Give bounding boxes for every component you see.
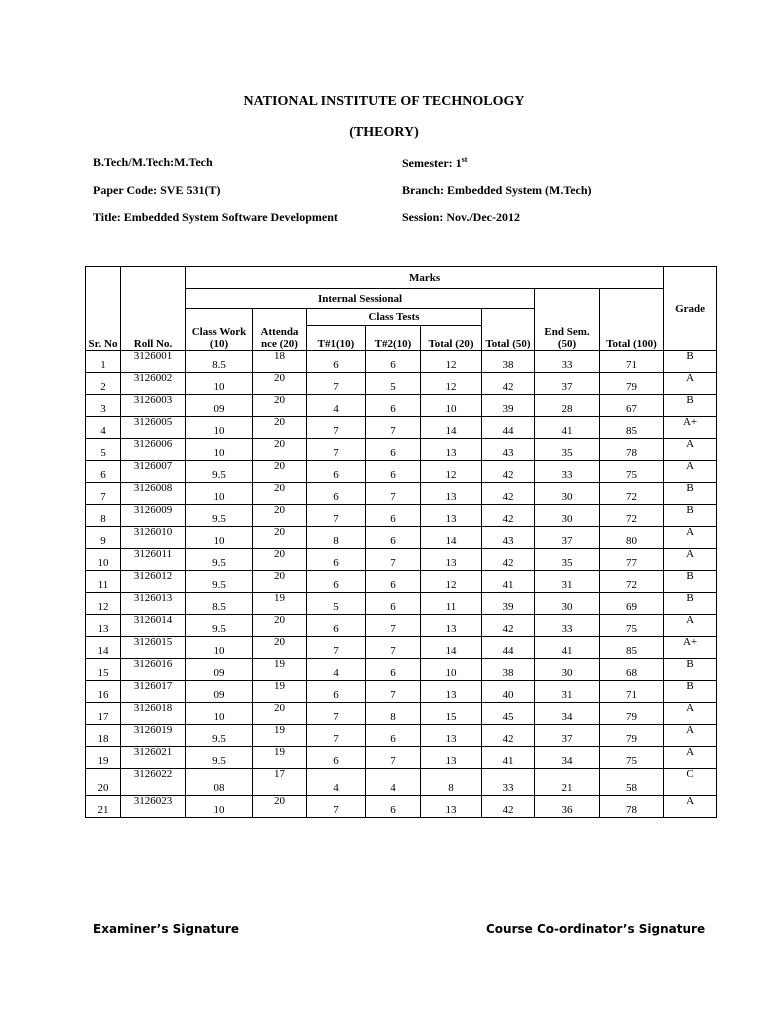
class-work-cell: 8.5 [186, 351, 253, 373]
roll-no-cell: 3126016 [121, 659, 186, 681]
coordinator-signature-label: Course Co-ordinator’s Signature [486, 922, 706, 936]
examiner-signature-label: Examiner’s Signature [93, 922, 239, 936]
table-row [86, 395, 717, 417]
t1-cell: 6 [307, 351, 366, 373]
sr-no-cell: 9 [86, 527, 121, 549]
sr-no-cell: 12 [86, 593, 121, 615]
table-row [86, 703, 717, 725]
end-sem-cell: 35 [535, 439, 600, 461]
total50-cell: 39 [482, 593, 535, 615]
t1-cell: 7 [307, 439, 366, 461]
grade-cell: B [664, 395, 717, 417]
t2-cell: 6 [366, 351, 421, 373]
sr-no-cell: 8 [86, 505, 121, 527]
end-sem-cell: 30 [535, 659, 600, 681]
total100-cell: 79 [600, 373, 664, 395]
t1-cell: 8 [307, 527, 366, 549]
grade-cell: A [664, 703, 717, 725]
table-row [86, 796, 717, 818]
sr-no-cell: 10 [86, 549, 121, 571]
sr-no-cell: 7 [86, 483, 121, 505]
total100-cell: 72 [600, 571, 664, 593]
t2-cell: 6 [366, 461, 421, 483]
table-row [86, 725, 717, 747]
paper-code-label: Paper Code: SVE 531(T) [93, 183, 221, 197]
t1-cell: 7 [307, 505, 366, 527]
ct-total-cell: 13 [421, 549, 482, 571]
sr-no-cell: 6 [86, 461, 121, 483]
total50-cell: 42 [482, 461, 535, 483]
class-work-cell: 9.5 [186, 461, 253, 483]
total50-cell: 42 [482, 615, 535, 637]
grade-cell: A [664, 747, 717, 769]
total100-cell: 72 [600, 505, 664, 527]
total50-cell: 38 [482, 351, 535, 373]
t2-cell: 7 [366, 637, 421, 659]
semester-label [402, 155, 467, 171]
t1-cell: 6 [307, 747, 366, 769]
t1-cell: 6 [307, 549, 366, 571]
grade-cell: B [664, 593, 717, 615]
t2-header: T#2(10) [366, 326, 421, 351]
attendance-cell: 20 [253, 549, 307, 571]
grade-cell: A+ [664, 637, 717, 659]
total100-cell: 79 [600, 725, 664, 747]
sr-no-header: Sr. No [86, 267, 121, 351]
grade-cell: C [664, 769, 717, 796]
table-row [86, 769, 717, 796]
roll-no-cell: 3126007 [121, 461, 186, 483]
sr-no-cell: 16 [86, 681, 121, 703]
end-sem-cell: 41 [535, 417, 600, 439]
roll-no-cell: 3126001 [121, 351, 186, 373]
class-work-cell: 10 [186, 439, 253, 461]
marks-table [85, 266, 717, 818]
t2-cell: 7 [366, 615, 421, 637]
attendance-cell: 19 [253, 681, 307, 703]
roll-no-cell: 3126002 [121, 373, 186, 395]
t1-cell: 7 [307, 703, 366, 725]
class-work-cell: 10 [186, 417, 253, 439]
class-work-cell: 9.5 [186, 571, 253, 593]
table-row [86, 351, 717, 373]
table-row [86, 637, 717, 659]
ct-total-cell: 13 [421, 615, 482, 637]
table-row [86, 439, 717, 461]
sr-no-cell: 21 [86, 796, 121, 818]
class-work-cell: 08 [186, 769, 253, 796]
roll-no-cell: 3126015 [121, 637, 186, 659]
ct-total-cell: 12 [421, 373, 482, 395]
table-row [86, 483, 717, 505]
table-row [86, 549, 717, 571]
attendance-cell: 18 [253, 351, 307, 373]
t1-cell: 4 [307, 769, 366, 796]
session-label: Session: Nov./Dec-2012 [402, 210, 520, 224]
attendance-cell: 20 [253, 527, 307, 549]
end-sem-header: End Sem. (50) [535, 289, 600, 351]
t2-cell: 7 [366, 483, 421, 505]
class-work-cell: 10 [186, 703, 253, 725]
ct-total-cell: 13 [421, 796, 482, 818]
t2-cell: 5 [366, 373, 421, 395]
ct-total-cell: 10 [421, 659, 482, 681]
roll-no-cell: 3126017 [121, 681, 186, 703]
sr-no-cell: 17 [86, 703, 121, 725]
total100-cell: 75 [600, 747, 664, 769]
end-sem-cell: 41 [535, 637, 600, 659]
attendance-cell: 20 [253, 461, 307, 483]
roll-no-cell: 3126022 [121, 769, 186, 796]
attendance-cell: 17 [253, 769, 307, 796]
t1-cell: 7 [307, 373, 366, 395]
ct-total-cell: 12 [421, 461, 482, 483]
grade-cell: B [664, 351, 717, 373]
sr-no-cell: 2 [86, 373, 121, 395]
roll-no-cell: 3126014 [121, 615, 186, 637]
table-row [86, 373, 717, 395]
sr-no-cell: 14 [86, 637, 121, 659]
total100-cell: 75 [600, 461, 664, 483]
total100-cell: 78 [600, 796, 664, 818]
total50-cell: 38 [482, 659, 535, 681]
total50-cell: 42 [482, 725, 535, 747]
end-sem-cell: 21 [535, 769, 600, 796]
attendance-cell: 20 [253, 703, 307, 725]
roll-no-cell: 3126003 [121, 395, 186, 417]
ct-total-cell: 13 [421, 747, 482, 769]
end-sem-cell: 34 [535, 703, 600, 725]
ct-total-cell: 13 [421, 483, 482, 505]
internal-sessional-header: Internal Sessional [186, 289, 535, 309]
class-work-cell: 10 [186, 483, 253, 505]
end-sem-cell: 28 [535, 395, 600, 417]
class-work-cell: 8.5 [186, 593, 253, 615]
t2-cell: 7 [366, 747, 421, 769]
t2-cell: 6 [366, 527, 421, 549]
end-sem-cell: 30 [535, 483, 600, 505]
t1-cell: 6 [307, 461, 366, 483]
total50-cell: 43 [482, 527, 535, 549]
sr-no-cell: 20 [86, 769, 121, 796]
table-row [86, 681, 717, 703]
total100-cell: 80 [600, 527, 664, 549]
total50-cell: 44 [482, 637, 535, 659]
table-row [86, 615, 717, 637]
semester-suffix: st [461, 155, 468, 164]
grade-cell: A [664, 373, 717, 395]
total100-cell: 68 [600, 659, 664, 681]
class-work-cell: 9.5 [186, 615, 253, 637]
table-row [86, 747, 717, 769]
t1-header: T#1(10) [307, 326, 366, 351]
roll-no-cell: 3126013 [121, 593, 186, 615]
roll-no-cell: 3126011 [121, 549, 186, 571]
class-work-header: Class Work (10) [186, 309, 253, 351]
t1-cell: 6 [307, 483, 366, 505]
ct-total-cell: 12 [421, 571, 482, 593]
class-work-cell: 9.5 [186, 725, 253, 747]
end-sem-cell: 31 [535, 571, 600, 593]
t1-cell: 6 [307, 615, 366, 637]
program-label: B.Tech/M.Tech:M.Tech [93, 155, 213, 169]
end-sem-cell: 34 [535, 747, 600, 769]
t2-cell: 6 [366, 505, 421, 527]
class-work-cell: 9.5 [186, 549, 253, 571]
sr-no-cell: 5 [86, 439, 121, 461]
t1-cell: 6 [307, 681, 366, 703]
roll-no-cell: 3126018 [121, 703, 186, 725]
semester-text: Semester: 1 [402, 156, 462, 170]
total50-cell: 41 [482, 571, 535, 593]
total50-cell: 42 [482, 505, 535, 527]
grade-cell: A [664, 796, 717, 818]
ct-total-cell: 10 [421, 395, 482, 417]
end-sem-cell: 33 [535, 461, 600, 483]
grade-cell: B [664, 483, 717, 505]
class-work-cell: 9.5 [186, 747, 253, 769]
attendance-cell: 20 [253, 796, 307, 818]
grade-cell: A [664, 725, 717, 747]
ct-total-cell: 13 [421, 725, 482, 747]
grade-cell: A [664, 439, 717, 461]
grade-header: Grade [664, 267, 717, 351]
sr-no-cell: 13 [86, 615, 121, 637]
grade-cell: B [664, 571, 717, 593]
total50-cell: 42 [482, 483, 535, 505]
end-sem-cell: 33 [535, 351, 600, 373]
total50-cell: 39 [482, 395, 535, 417]
ct-total-cell: 14 [421, 637, 482, 659]
grade-cell: A [664, 527, 717, 549]
table-row [86, 527, 717, 549]
attendance-cell: 20 [253, 571, 307, 593]
roll-no-cell: 3126010 [121, 527, 186, 549]
total50-cell: 41 [482, 747, 535, 769]
total100-cell: 85 [600, 637, 664, 659]
table-row [86, 593, 717, 615]
marks-table-body [86, 351, 717, 818]
grade-cell: A+ [664, 417, 717, 439]
total100-cell: 85 [600, 417, 664, 439]
grade-cell: B [664, 505, 717, 527]
roll-no-cell: 3126009 [121, 505, 186, 527]
total50-cell: 45 [482, 703, 535, 725]
total50-header: Total (50) [482, 309, 535, 351]
t1-cell: 4 [307, 659, 366, 681]
sr-no-cell: 15 [86, 659, 121, 681]
institute-name: NATIONAL INSTITUTE OF TECHNOLOGY [243, 94, 525, 109]
ct-total-cell: 14 [421, 527, 482, 549]
roll-no-cell: 3126012 [121, 571, 186, 593]
end-sem-cell: 33 [535, 615, 600, 637]
t1-cell: 7 [307, 796, 366, 818]
sr-no-cell: 19 [86, 747, 121, 769]
end-sem-cell: 37 [535, 527, 600, 549]
total50-cell: 42 [482, 373, 535, 395]
end-sem-cell: 35 [535, 549, 600, 571]
roll-no-cell: 3126008 [121, 483, 186, 505]
attendance-cell: 20 [253, 637, 307, 659]
sr-no-cell: 4 [86, 417, 121, 439]
ct-total-cell: 11 [421, 593, 482, 615]
end-sem-cell: 37 [535, 725, 600, 747]
sr-no-cell: 11 [86, 571, 121, 593]
class-work-cell: 10 [186, 527, 253, 549]
class-tests-header: Class Tests [307, 309, 482, 326]
class-work-cell: 9.5 [186, 505, 253, 527]
t2-cell: 6 [366, 725, 421, 747]
roll-no-header: Roll No. [121, 267, 186, 351]
total100-cell: 71 [600, 681, 664, 703]
ct-total-cell: 12 [421, 351, 482, 373]
roll-no-cell: 3126023 [121, 796, 186, 818]
total100-cell: 75 [600, 615, 664, 637]
t2-cell: 7 [366, 549, 421, 571]
total100-header: Total (100) [600, 289, 664, 351]
ct-total-cell: 13 [421, 439, 482, 461]
t1-cell: 6 [307, 571, 366, 593]
attendance-cell: 19 [253, 725, 307, 747]
t2-cell: 7 [366, 681, 421, 703]
attendance-cell: 20 [253, 373, 307, 395]
attendance-cell: 19 [253, 659, 307, 681]
total100-cell: 72 [600, 483, 664, 505]
t2-cell: 6 [366, 593, 421, 615]
attendance-cell: 20 [253, 615, 307, 637]
total100-cell: 77 [600, 549, 664, 571]
end-sem-cell: 37 [535, 373, 600, 395]
class-work-cell: 10 [186, 373, 253, 395]
table-row [86, 417, 717, 439]
class-work-cell: 10 [186, 796, 253, 818]
attendance-cell: 20 [253, 439, 307, 461]
ct-total-cell: 13 [421, 681, 482, 703]
total50-cell: 33 [482, 769, 535, 796]
end-sem-cell: 30 [535, 505, 600, 527]
attendance-cell: 20 [253, 417, 307, 439]
table-row [86, 571, 717, 593]
grade-cell: A [664, 461, 717, 483]
document-subtitle: (THEORY) [349, 125, 419, 140]
sr-no-cell: 18 [86, 725, 121, 747]
t1-cell: 7 [307, 417, 366, 439]
class-work-cell: 09 [186, 681, 253, 703]
total50-cell: 44 [482, 417, 535, 439]
t2-cell: 6 [366, 659, 421, 681]
total50-cell: 40 [482, 681, 535, 703]
roll-no-cell: 3126005 [121, 417, 186, 439]
attendance-cell: 19 [253, 593, 307, 615]
marks-header: Marks [186, 267, 664, 289]
attendance-cell: 20 [253, 505, 307, 527]
attendance-header: Attenda nce (20) [253, 309, 307, 351]
total50-cell: 42 [482, 796, 535, 818]
ct-total-cell: 14 [421, 417, 482, 439]
t2-cell: 8 [366, 703, 421, 725]
grade-cell: B [664, 681, 717, 703]
ct-total-cell: 8 [421, 769, 482, 796]
attendance-cell: 20 [253, 395, 307, 417]
t2-cell: 6 [366, 571, 421, 593]
t1-cell: 4 [307, 395, 366, 417]
table-row [86, 659, 717, 681]
sr-no-cell: 1 [86, 351, 121, 373]
grade-cell: B [664, 659, 717, 681]
class-work-cell: 09 [186, 659, 253, 681]
total100-cell: 69 [600, 593, 664, 615]
t1-cell: 5 [307, 593, 366, 615]
end-sem-cell: 30 [535, 593, 600, 615]
total100-cell: 58 [600, 769, 664, 796]
course-title-label: Title: Embedded System Software Development [93, 210, 338, 224]
total100-cell: 67 [600, 395, 664, 417]
roll-no-cell: 3126006 [121, 439, 186, 461]
roll-no-cell: 3126021 [121, 747, 186, 769]
ct-total-cell: 13 [421, 505, 482, 527]
t2-cell: 4 [366, 769, 421, 796]
class-work-cell: 10 [186, 637, 253, 659]
total50-cell: 43 [482, 439, 535, 461]
end-sem-cell: 31 [535, 681, 600, 703]
total50-cell: 42 [482, 549, 535, 571]
ct-total-cell: 15 [421, 703, 482, 725]
branch-label: Branch: Embedded System (M.Tech) [402, 183, 592, 197]
t2-cell: 6 [366, 439, 421, 461]
t2-cell: 6 [366, 395, 421, 417]
total100-cell: 71 [600, 351, 664, 373]
table-row [86, 505, 717, 527]
ct-total-header: Total (20) [421, 326, 482, 351]
grade-cell: A [664, 615, 717, 637]
class-work-cell: 09 [186, 395, 253, 417]
end-sem-cell: 36 [535, 796, 600, 818]
total100-cell: 78 [600, 439, 664, 461]
t1-cell: 7 [307, 637, 366, 659]
t2-cell: 7 [366, 417, 421, 439]
t1-cell: 7 [307, 725, 366, 747]
sr-no-cell: 3 [86, 395, 121, 417]
grade-cell: A [664, 549, 717, 571]
attendance-cell: 20 [253, 483, 307, 505]
attendance-cell: 19 [253, 747, 307, 769]
table-row [86, 461, 717, 483]
t2-cell: 6 [366, 796, 421, 818]
roll-no-cell: 3126019 [121, 725, 186, 747]
total100-cell: 79 [600, 703, 664, 725]
